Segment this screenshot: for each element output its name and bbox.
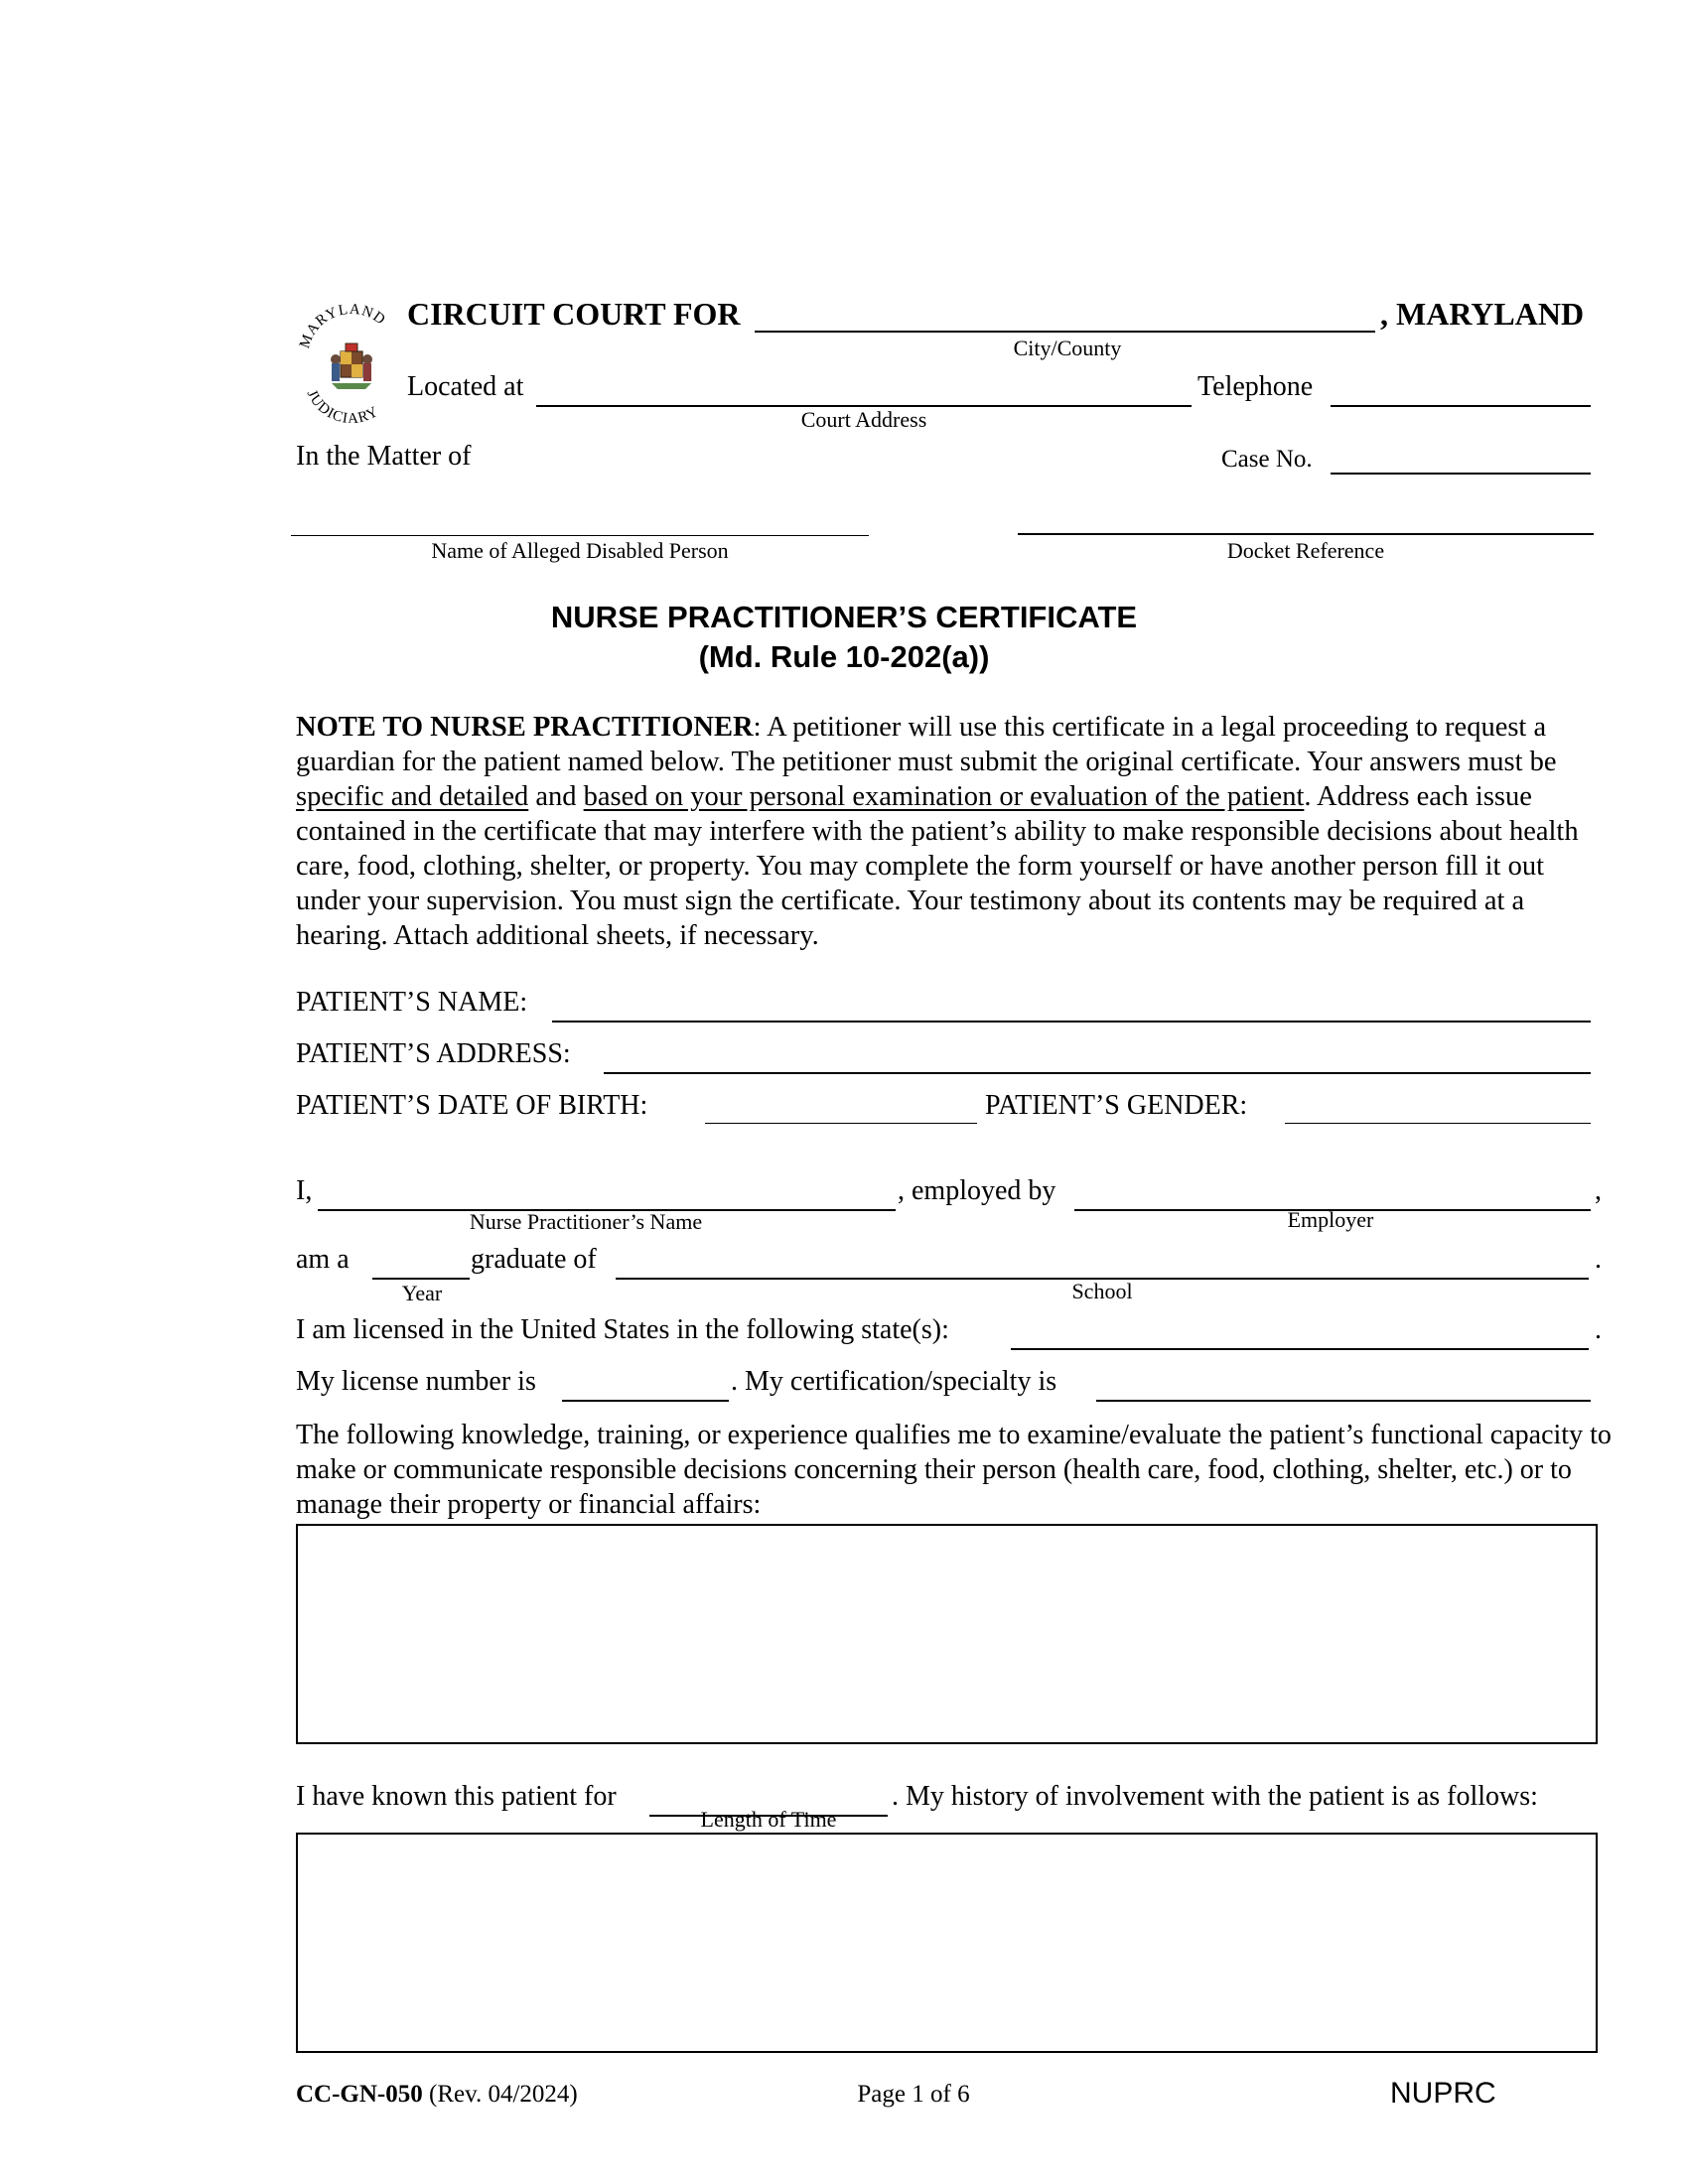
located-at-label: Located at [407,371,524,402]
certification-field[interactable] [1096,1400,1591,1402]
known-for-label: I have known this patient for [296,1781,617,1812]
case-no-field[interactable] [1331,473,1591,475]
telephone-field[interactable] [1331,405,1591,407]
form-title: NURSE PRACTITIONER’S CERTIFICATE [550,600,1138,634]
qualifications-textarea[interactable] [296,1524,1598,1744]
note-underline-1: specific and detailed [296,781,529,812]
licensed-label: I am licensed in the United States in the following state(s): [296,1314,949,1345]
city-county-field[interactable] [755,331,1375,333]
note-part3: . Address each issue contained in the certificate that may interfere with the patient’s ability to make responsible decisions about health care, food, clothing, shelter, or property. You may complete the form yourself or have another person fill it out under your supervision. You must sign the certificate. Your testimony about its contents may be required at a hearing. Attach additional sheets, if necessary. [296,781,1579,951]
licensed-states-field[interactable] [1011,1348,1589,1350]
maryland-judiciary-seal [296,296,407,423]
svg-text:JUDICIARY: JUDICIARY [303,387,382,423]
patient-gender-field[interactable] [1285,1123,1591,1124]
patient-address-label: PATIENT’S ADDRESS: [296,1038,571,1069]
qualifications-text: The following knowledge, training, or experience qualifies me to examine/evaluate the patient’s functional capacity to make or communicate responsible decisions concerning their person (health care, food, clothing, shelter, etc.) or to manage their property or financial affairs: [296,1420,1612,1520]
history-textarea[interactable] [296,1833,1598,2053]
licensed-period: . [1595,1314,1602,1345]
employer-comma: , [1595,1175,1602,1206]
form-rule: (Md. Rule 10-202(a)) [698,639,990,674]
note-lead: NOTE TO NURSE PRACTITIONER [296,712,754,743]
license-number-label: My license number is [296,1366,536,1397]
year-caption: Year [401,1281,443,1305]
np-name-caption: Nurse Practitioner’s Name [469,1209,703,1234]
license-number-field[interactable] [562,1400,729,1402]
note-underline-2: based on your personal examination or evaluation of the patient [583,781,1305,812]
note-part1: : A petitioner will use this certificate in a legal proceeding to request a guardian for the patient named below. The petitioner must submit the original certificate. Your answers must be [296,712,1557,777]
school-period: . [1595,1244,1602,1275]
graduation-year-field[interactable] [372,1278,470,1280]
in-the-matter-label: In the Matter of [296,441,472,472]
telephone-label: Telephone [1197,371,1314,402]
court-address-caption: Court Address [800,407,927,432]
patient-name-label: PATIENT’S NAME: [296,987,528,1018]
court-prefix: CIRCUIT COURT FOR [407,296,741,332]
court-suffix: , MARYLAND [1380,296,1585,332]
alleged-person-field[interactable] [291,535,869,536]
note-to-practitioner [296,710,1592,953]
employed-by-label: , employed by [898,1175,1056,1206]
school-caption: School [1071,1279,1133,1303]
patient-gender-label: PATIENT’S GENDER: [985,1090,1248,1121]
patient-dob-field[interactable] [705,1123,977,1124]
patient-dob-label: PATIENT’S DATE OF BIRTH: [296,1090,648,1121]
footer-page-number: Page 1 of 6 [857,2081,970,2108]
history-label: . My history of involvement with the patient is as follows: [892,1781,1538,1812]
graduate-of-label: graduate of [471,1244,597,1275]
docket-caption: Docket Reference [1226,538,1385,563]
patient-name-field[interactable] [552,1021,1591,1023]
form-id: CC-GN-050 [296,2081,423,2108]
am-a-label: am a [296,1244,350,1275]
i-label: I, [296,1175,313,1206]
footer-form-code: NUPRC [1390,2077,1496,2110]
patient-address-field[interactable] [604,1072,1591,1074]
length-caption: Length of Time [700,1807,837,1832]
alleged-person-caption: Name of Alleged Disabled Person [431,538,729,563]
form-revision: (Rev. 04/2024) [429,2081,578,2108]
note-part2: and [528,781,584,812]
case-no-label: Case No. [1221,446,1313,473]
svg-text:MARYLAND: MARYLAND [296,301,389,350]
employer-caption: Employer [1287,1207,1374,1232]
certification-label: . My certification/specialty is [731,1366,1057,1397]
docket-reference-field[interactable] [1018,533,1594,535]
city-county-caption: City/County [1013,336,1122,360]
footer-form-id [296,2081,578,2109]
